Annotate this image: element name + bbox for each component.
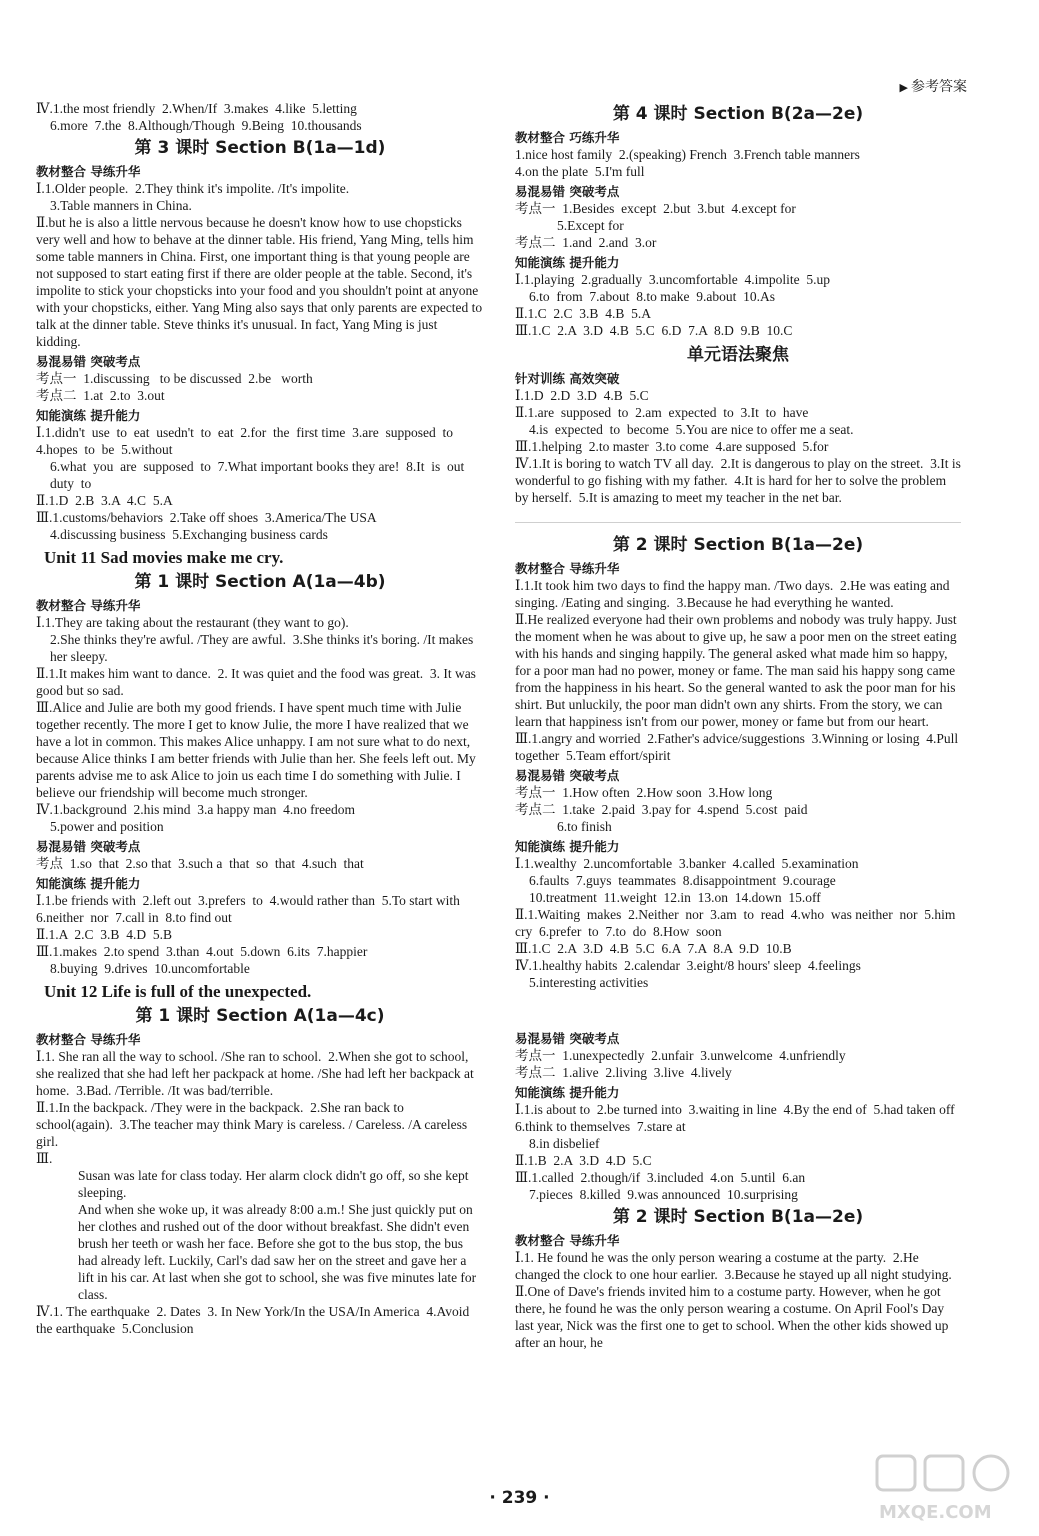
unit-title: Unit 11 Sad movies make me cry. (44, 548, 284, 567)
answer-line: 考点一 1.unexpectedly 2.unfair 3.unwelcome 4.unfriendly (515, 1048, 846, 1063)
section-label: 教材整合 导练升华 (36, 1032, 141, 1047)
answer-line: 4.on the plate 5.I'm full (515, 164, 645, 179)
answer-line: Ⅰ.1.be friends with 2.left out 3.prefers to 4.would rather than 5.To start with 6.neither nor 7.call in 8.to find out (36, 893, 467, 925)
spacer (515, 991, 961, 1027)
answer-line: Ⅱ.but he is also a little nervous because he doesn't know how to use chopsticks very well and how to behave at the dinner table. His friend, Yang Ming, tells him some table manners in China. First, one important thing is that young people are not supposed to start eating first if there are older people at the table. Second, it's impolite to stick your chopsticks into your food and you shouldn't point at anyone with your chopsticks, either. Yang Ming also says that only parents are expected to talk at the dinner table. Steve thinks it's unusual. In fact, Yang Ming is just kidding. (36, 215, 486, 349)
answer-line: Ⅲ.1.called 2.though/if 3.included 4.on 5.until 6.an (515, 1170, 806, 1185)
section-label: 知能演练 提升能力 (515, 255, 620, 270)
answer-line: 8.buying 9.drives 10.uncomfortable (50, 961, 250, 976)
section-label: 易混易错 突破考点 (515, 768, 620, 783)
answer-line: Ⅲ.1.makes 2.to spend 3.than 4.out 5.down 6.its 7.happier (36, 944, 368, 959)
section-label: 教材整合 巧练升华 (515, 130, 620, 145)
answer-line: Ⅱ.1.D 2.B 3.A 4.C 5.A (36, 493, 173, 508)
answer-line: 4.is expected to become 5.You are nice to offer me a seat. (529, 422, 854, 437)
section-label: 易混易错 突破考点 (36, 354, 141, 369)
answer-line: Ⅰ.1.Older people. 2.They think it's impolite. /It's impolite. (36, 181, 350, 196)
answer-line: 考点一 1.discussing to be discussed 2.be worth (36, 371, 313, 386)
lesson-heading: 第 1 课时 Section A(1a—4b) (134, 572, 386, 592)
answer-line: 4.discussing business 5.Exchanging business cards (50, 527, 328, 542)
answer-line: Susan was late for class today. Her alarm clock didn't go off, so she kept sleeping. (78, 1168, 472, 1200)
answer-line: 7.pieces 8.killed 9.was announced 10.surprising (529, 1187, 798, 1202)
answer-line: Ⅳ.1. The earthquake 2. Dates 3. In New York/In the USA/In America 4.Avoid the earthquake 5.Conclusion (36, 1304, 473, 1336)
answer-line: Ⅰ.1.is about to 2.be turned into 3.waiting in line 4.By the end of 5.had taken off 6.think to themselves 7.stare at (515, 1102, 962, 1134)
answer-line: 考点 1.so that 2.so that 3.such a that so that 4.such that (36, 856, 364, 871)
answer-line: 3.Table manners in China. (50, 198, 192, 213)
lesson-heading: 第 3 课时 Section B(1a—1d) (134, 138, 386, 158)
answer-line: Ⅰ.1. He found he was the only person wearing a costume at the party. 2.He changed the clock to one hour earlier. 3.Because he stayed up all night studying. (515, 1250, 952, 1282)
section-label: 易混易错 突破考点 (36, 839, 141, 854)
answer-line: 考点二 1.take 2.paid 3.pay for 4.spend 5.cost paid (515, 802, 808, 817)
answer-line: Ⅰ.1.It took him two days to find the happy man. /Two days. 2.He was eating and singing. /Eating and singing. 3.Because he had everything he wanted. (515, 578, 953, 610)
answer-line: Ⅳ.1.It is boring to watch TV all day. 2.It is dangerous to play on the street. 3.It is wonderful to go fishing with my father. 4.It is hard for her to solve the problem by herself. 5.It is amazing to meet my teacher in the net bar. (515, 456, 965, 505)
answer-line: 考点一 1.Besides except 2.but 3.but 4.except for (515, 201, 796, 216)
answer-line: 考点一 1.How often 2.How soon 3.How long (515, 785, 773, 800)
answer-line: Ⅱ.1.It makes him want to dance. 2. It was quiet and the food was great. 3. It was good but so sad. (36, 666, 480, 698)
answer-line: 2.She thinks they're awful. /They are awful. 3.She thinks it's boring. /It makes her sleepy. (50, 632, 477, 664)
section-label: 教材整合 导练升华 (36, 164, 141, 179)
answer-line: Ⅰ.1.didn't use to eat usedn't to eat 2.for the first time 3.are supposed to 4.hopes to be 5.without (36, 425, 460, 457)
answer-line: Ⅱ.1.B 2.A 3.D 4.D 5.C (515, 1153, 652, 1168)
answer-line: And when she woke up, it was already 8:00 a.m.! She just quickly put on her clothes and rushed out of the door without breakfast. She didn't even brush her teeth or wash her face. Before she got to the bus stop, the bus had already left. Luckily, Carl's dad saw her on the street and gave her a lift in his car. At last when she got to school, she was five minutes late for class. (78, 1202, 480, 1302)
lesson-heading: 第 4 课时 Section B(2a—2e) (612, 104, 864, 124)
watermark-logo-icon (869, 1448, 1019, 1528)
section-header (900, 76, 967, 96)
answer-line: Ⅰ.1.They are taking about the restaurant (they want to go). (36, 615, 349, 630)
answer-line: Ⅰ.1.playing 2.gradually 3.uncomfortable 4.impolite 5.up (515, 272, 831, 287)
triangle-icon: ▶ (899, 81, 908, 94)
answer-line: Ⅰ.1.wealthy 2.uncomfortable 3.banker 4.called 5.examination (515, 856, 859, 871)
answer-line: Ⅳ.1.background 2.his mind 3.a happy man 4.no freedom (36, 802, 356, 817)
section-label: 教材整合 导练升华 (36, 598, 141, 613)
answer-line: Ⅱ.One of Dave's friends invited him to a costume party. However, when he got there, he found he was the only person wearing a costume. On April Fool's Day last year, Nick was the first one to get to school. When the other kids showed up after an hour, he (515, 1284, 952, 1350)
answer-line: Ⅱ.He realized everyone had their own problems and nobody was truly happy. Just the moment when he was about to give up, he saw a poor men on the street eating with his hands and singing happily. The general asked what made him so happy, for a poor man had no power, money or fame. The man said his happy song came from the happiness in his heart. So the general wanted to ask the poor man for his shirt. But unluckily, the poor man didn't own any shirts. From the story, we can learn that happiness isn't from our power, money or fame but from our heart. (515, 612, 961, 729)
answer-line: 10.treatment 11.weight 12.in 13.on 14.down 15.off (529, 890, 821, 905)
answer-line: 5.interesting activities (529, 975, 649, 990)
answer-line: Ⅲ.Alice and Julie are both my good friends. I have spent much time with Julie together recently. The more I get to know Julie, the more I have realized that we have a lot in common. This makes Alice unhappy. I am not sure what to do next, because Alice thinks I am better friends with Julie than her. She feels left out. My parents advise me to ask Alice to join us each time I do something with Julie. I believe our friendship will become much stronger. (36, 700, 480, 800)
answer-line: 考点二 1.at 2.to 3.out (36, 388, 165, 403)
left-column (36, 100, 484, 1337)
answer-line: 6.faults 7.guys teammates 8.disappointment 9.courage (529, 873, 836, 888)
answer-line: Ⅰ.1. She ran all the way to school. /She ran to school. 2.When she got to school, she realized that she had left her packpack at home. /She had left her backpack at home. 3.Bad. /Terrible. /It was bad/terrible. (36, 1049, 478, 1098)
section-label: 知能演练 提升能力 (515, 839, 620, 854)
answer-line: Ⅱ.1.are supposed to 2.am expected to 3.It to have (515, 405, 809, 420)
answer-line: Ⅳ.1.healthy habits 2.calendar 3.eight/8 hours' sleep 4.feelings (515, 958, 861, 973)
section-label: 知能演练 提升能力 (515, 1085, 620, 1100)
answer-line: 5.power and position (50, 819, 164, 834)
page-number: · 239 · (489, 1488, 550, 1508)
section-label: 针对训练 高效突破 (515, 371, 620, 386)
answer-line: Ⅲ.1.customs/behaviors 2.Take off shoes 3.America/The USA (36, 510, 377, 525)
answer-line: 考点二 1.alive 2.living 3.live 4.lively (515, 1065, 732, 1080)
section-label: 知能演练 提升能力 (36, 408, 141, 423)
answer-line: 6.more 7.the 8.Although/Though 9.Being 10.thousands (50, 118, 362, 133)
answer-line: Ⅳ.1.the most friendly 2.When/If 3.makes 4.like 5.letting (36, 101, 357, 116)
answer-line: Ⅲ.1.helping 2.to master 3.to come 4.are supposed 5.for (515, 439, 829, 454)
answer-line: Ⅰ.1.D 2.D 3.D 4.B 5.C (515, 388, 649, 403)
answer-line: Ⅱ.1.A 2.C 3.B 4.D 5.B (36, 927, 172, 942)
lesson-heading: 第 1 课时 Section A(1a—4c) (135, 1006, 385, 1026)
answer-line: 1.nice host family 2.(speaking) French 3.French table manners (515, 147, 860, 162)
answer-line: 6.to finish (557, 819, 612, 834)
lesson-heading: 第 2 课时 Section B(1a—2e) (612, 1207, 864, 1227)
answer-line: Ⅱ.1.In the backpack. /They were in the backpack. 2.She ran back to school(again). 3.The teacher may think Mary is careless. / Careless. /A careless girl. (36, 1100, 471, 1149)
answer-line: Ⅲ.1.C 2.A 3.D 4.B 5.C 6.D 7.A 8.D 9.B 10.C (515, 323, 793, 338)
grammar-heading: 单元语法聚焦 (687, 345, 789, 365)
answer-line: 考点二 1.and 2.and 3.or (515, 235, 657, 250)
section-label: 教材整合 导练升华 (515, 561, 620, 576)
unit-title: Unit 12 Life is full of the unexpected. (44, 982, 312, 1001)
answer-line: 6.what you are supposed to 7.What important books they are! 8.It is out duty to (50, 459, 472, 491)
header-label: 参考答案 (911, 79, 967, 95)
section-label: 知能演练 提升能力 (36, 876, 141, 891)
answer-line: Ⅲ.1.C 2.A 3.D 4.B 5.C 6.A 7.A 8.A 9.D 10.B (515, 941, 792, 956)
answer-line: Ⅲ. (36, 1151, 53, 1166)
answer-line: 8.in disbelief (529, 1136, 600, 1151)
answer-line: 5.Except for (557, 218, 624, 233)
lesson-heading: 第 2 课时 Section B(1a—2e) (612, 535, 864, 555)
section-label: 易混易错 突破考点 (515, 184, 620, 199)
divider (515, 522, 961, 523)
answer-line: Ⅲ.1.angry and worried 2.Father's advice/suggestions 3.Winning or losing 4.Pull together 5.Team effort/spirit (515, 731, 962, 763)
answer-line: 6.to from 7.about 8.to make 9.about 10.As (529, 289, 775, 304)
right-column (515, 100, 965, 1351)
svg-text:MXQE.COM: MXQE.COM (879, 1502, 992, 1523)
section-label: 教材整合 导练升华 (515, 1233, 620, 1248)
answer-line: Ⅱ.1.C 2.C 3.B 4.B 5.A (515, 306, 651, 321)
section-label: 易混易错 突破考点 (515, 1031, 620, 1046)
answer-line: Ⅱ.1.Waiting makes 2.Neither nor 3.am to read 4.who was neither nor 5.him cry 6.prefer to 7.to do 8.How soon (515, 907, 963, 939)
